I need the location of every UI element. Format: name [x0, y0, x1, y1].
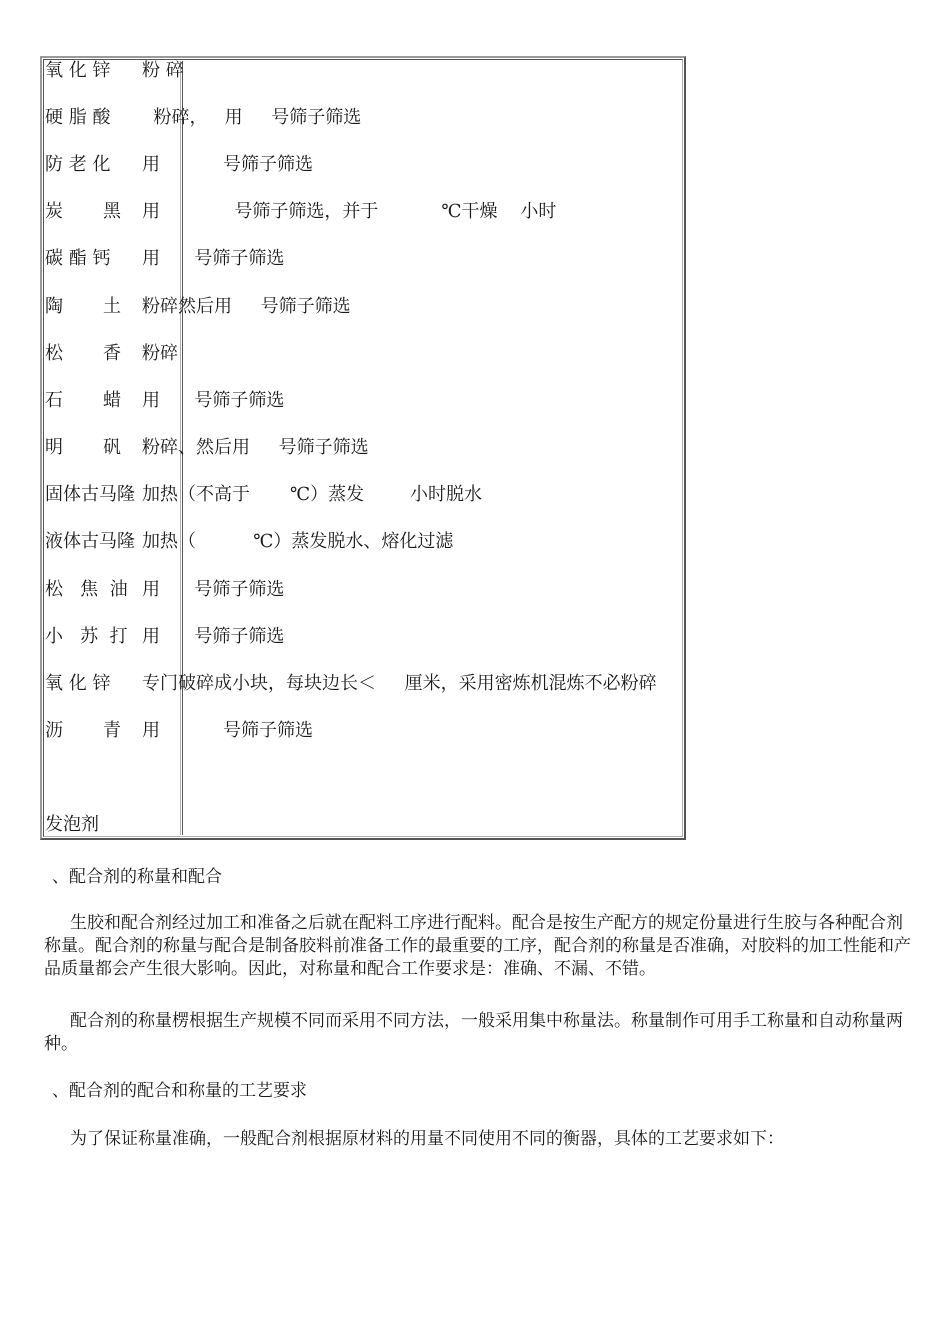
- table-row-13-process: 专门破碎成小块，每块边长＜ 厘米，采用密炼机混炼不必粉碎: [142, 673, 657, 694]
- table-row-8-name: 明 矾: [45, 437, 122, 458]
- table-row-11-name: 松 焦 油: [45, 579, 128, 600]
- table-row-9-process: 加热（不高于 ℃）蒸发 小时脱水: [142, 484, 482, 505]
- table-row-5-name: 陶 土: [45, 296, 122, 317]
- table-row-6-process: 粉碎: [142, 343, 178, 364]
- table-row-0-process: 粉 碎: [142, 60, 184, 81]
- table-row-14-name: 沥 青: [45, 720, 122, 741]
- paragraph-weighing-intro-text: 生胶和配合剂经过加工和准备之后就在配料工序进行配料。配合是按生产配方的规定份量进行生胶与各种配合剂称量。配合剂的称量与配合是制备胶料前准备工作的最重要的工序，配合剂的称量是否准确，对胶料的加工性能和产品质量都会产生很大影响。因此，对称量和配合工作要求是：准确、不漏、不错。: [44, 913, 911, 979]
- table-row-4-process: 用 号筛子筛选: [142, 248, 285, 269]
- section-heading-weighing: 、配合剂的称量和配合: [52, 867, 222, 887]
- paragraph-weighing-method: [44, 1010, 918, 1056]
- table-row-7-process: 用 号筛子筛选: [142, 390, 285, 411]
- table-row-2-name: 防 老 化: [45, 154, 111, 175]
- table-row-1-name: 硬 脂 酸: [45, 107, 111, 128]
- paragraph-weighing-intro: [44, 912, 918, 981]
- table-row-14-process: 用 号筛子筛选: [142, 720, 313, 741]
- section-heading-requirements: 、配合剂的配合和称量的工艺要求: [52, 1081, 307, 1101]
- table-row-12-name: 小 苏 打: [45, 626, 128, 647]
- table-row-9-name: 固体古马隆: [45, 484, 135, 505]
- paragraph-weighing-method-text: 配合剂的称量楞根据生产规模不同而采用不同方法，一般采用集中称量法。称量制作可用手工称量和自动称量两种。: [44, 1011, 903, 1054]
- table-row-7-name: 石 蜡: [45, 390, 122, 411]
- table-row-10-name: 液体古马隆: [45, 531, 135, 552]
- table-row-13-name: 氧 化 锌: [45, 673, 111, 694]
- paragraph-requirements: [44, 1128, 918, 1151]
- paragraph-requirements-text: 为了保证称量准确，一般配合剂根据原材料的用量不同使用不同的衡器，具体的工艺要求如下：: [70, 1129, 784, 1149]
- table-row-3-process: 用 号筛子筛选，并于 ℃干燥 小时: [142, 201, 557, 222]
- table-row-1-process: 粉碎， 用 号筛子筛选: [142, 107, 362, 128]
- table-row-8-process: 粉碎、然后用 号筛子筛选: [142, 437, 369, 458]
- table-row-15-name: 发泡剂: [45, 814, 99, 835]
- table-row-10-process: 加热（ ℃）蒸发脱水、熔化过滤: [142, 531, 454, 552]
- table-row-11-process: 用 号筛子筛选: [142, 579, 285, 600]
- table-row-5-process: 粉碎然后用 号筛子筛选: [142, 296, 351, 317]
- table-row-0-name: 氧 化 锌: [45, 60, 111, 81]
- table-row-6-name: 松 香: [45, 343, 122, 364]
- table-row-2-process: 用 号筛子筛选: [142, 154, 313, 175]
- table-row-3-name: 炭 黑: [45, 201, 122, 222]
- table-row-4-name: 碳 酯 钙: [45, 248, 111, 269]
- table-row-12-process: 用 号筛子筛选: [142, 626, 285, 647]
